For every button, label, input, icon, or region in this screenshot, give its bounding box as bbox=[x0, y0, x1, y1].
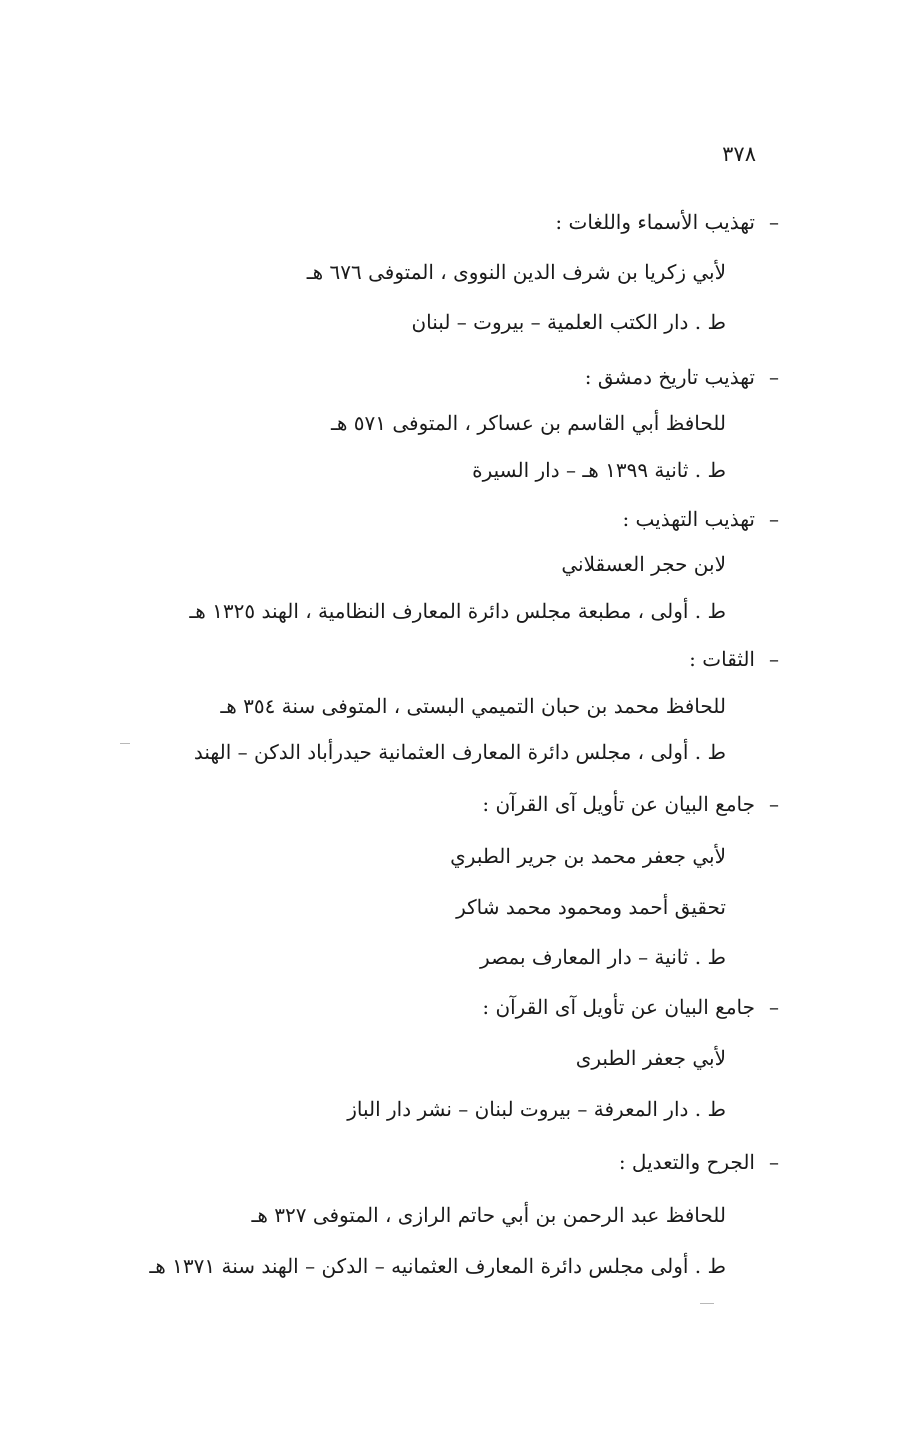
entry-detail: ط . ثانية ١٣٩٩ هـ – دار السيرة bbox=[472, 458, 726, 482]
entry-detail: لابن حجر العسقلاني bbox=[561, 552, 726, 576]
entry-dash: – bbox=[769, 995, 779, 1019]
entry-title bbox=[555, 208, 779, 236]
entry-detail: للحافظ محمد بن حبان التميمي البستى ، المتوفى سنة ٣٥٤ هـ bbox=[220, 694, 726, 718]
entry-detail: ط . دار المعرفة – بيروت لبنان – نشر دار الباز bbox=[347, 1097, 726, 1121]
entry-detail: للحافظ عبد الرحمن بن أبي حاتم الرازى ، المتوفى ٣٢٧ هـ bbox=[251, 1203, 726, 1227]
page-number: ٣٧٨ bbox=[722, 142, 756, 166]
entry-detail: ط . أولى ، مجلس دائرة المعارف العثمانية حيدرأباد الدكن – الهند bbox=[193, 740, 726, 764]
entry-detail: تحقيق أحمد ومحمود محمد شاكر bbox=[456, 895, 726, 919]
entry-detail: لأبي زكريا بن شرف الدين النووى ، المتوفى ٦٧٦ هـ bbox=[306, 260, 726, 284]
entry-title bbox=[482, 790, 779, 818]
entry-detail: للحافظ أبي القاسم بن عساكر ، المتوفى ٥٧١ هـ bbox=[331, 411, 726, 435]
entry-dash: – bbox=[769, 792, 779, 816]
entry-detail: ط . أولى مجلس دائرة المعارف العثمانيه – الدكن – الهند سنة ١٣٧١ هـ bbox=[149, 1254, 726, 1278]
scan-speck bbox=[700, 1303, 714, 1304]
entry-title-text: جامع البيان عن تأويل آى القرآن : bbox=[482, 792, 755, 816]
entry-dash: – bbox=[769, 210, 779, 234]
entry-dash: – bbox=[769, 365, 779, 389]
entry-dash: – bbox=[769, 647, 779, 671]
entry-title-text: جامع البيان عن تأويل آى القرآن : bbox=[482, 995, 755, 1019]
entry-dash: – bbox=[769, 507, 779, 531]
entry-title-text: تهذيب تاريخ دمشق : bbox=[584, 365, 755, 389]
entry-title bbox=[622, 505, 779, 533]
entry-detail: ط . أولى ، مطبعة مجلس دائرة المعارف النظامية ، الهند ١٣٢٥ هـ bbox=[189, 599, 726, 623]
entry-title bbox=[619, 1148, 779, 1176]
entry-title bbox=[482, 993, 779, 1021]
entry-detail: ط . دار الكتب العلمية – بيروت – لبنان bbox=[411, 310, 726, 334]
entry-detail: لأبي جعفر الطبرى bbox=[575, 1046, 726, 1070]
entry-title bbox=[585, 363, 779, 391]
entry-title bbox=[689, 645, 779, 673]
entry-title-text: تهذيب التهذيب : bbox=[622, 507, 755, 531]
entry-dash: – bbox=[769, 1150, 779, 1174]
entry-title-text: الجرح والتعديل : bbox=[618, 1150, 755, 1174]
entry-title-text: تهذيب الأسماء واللغات : bbox=[555, 210, 755, 234]
entry-detail: لأبي جعفر محمد بن جرير الطبري bbox=[450, 844, 726, 868]
scan-speck bbox=[120, 743, 130, 744]
entry-detail: ط . ثانية – دار المعارف بمصر bbox=[480, 945, 726, 969]
entry-title-text: الثقات : bbox=[689, 647, 755, 671]
